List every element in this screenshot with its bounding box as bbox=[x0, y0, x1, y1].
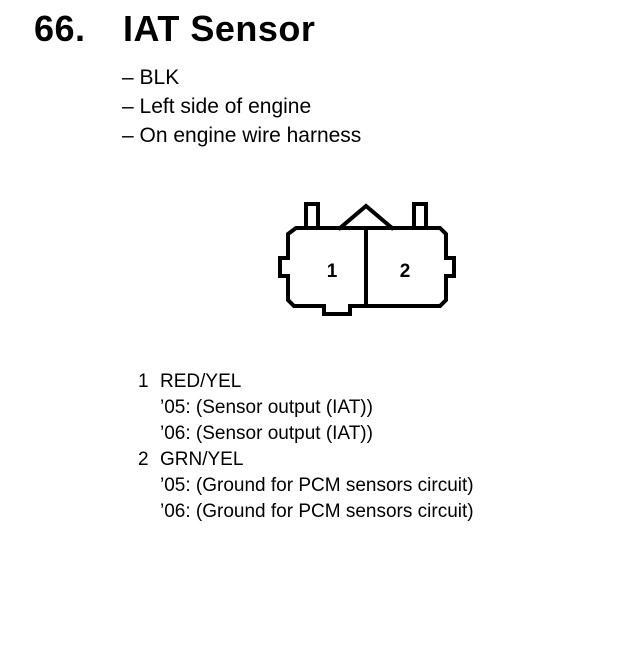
pin-detail: ’05: (Sensor output (IAT)) bbox=[160, 397, 373, 418]
section-title: IAT Sensor bbox=[123, 8, 316, 49]
pin-detail: ’06: (Sensor output (IAT)) bbox=[160, 423, 373, 444]
pin-number: 1 bbox=[138, 371, 149, 392]
info-location: – Left side of engine bbox=[122, 95, 312, 118]
latch-post-right bbox=[414, 204, 426, 228]
info-harness: – On engine wire harness bbox=[122, 124, 362, 147]
section-number: 66. bbox=[34, 8, 86, 49]
connector-diagram bbox=[270, 196, 462, 320]
pin-wire-color: GRN/YEL bbox=[160, 449, 244, 470]
cavity-label-2: 2 bbox=[399, 261, 411, 282]
locking-tab bbox=[340, 206, 392, 228]
cavity-label-1: 1 bbox=[326, 261, 338, 282]
pin-row bbox=[138, 447, 474, 473]
info-color: – BLK bbox=[122, 66, 180, 89]
latch-post-left bbox=[306, 204, 318, 228]
pin-number: 2 bbox=[138, 449, 149, 470]
pin-wire-color: RED/YEL bbox=[160, 371, 242, 392]
pin-detail: ’06: (Ground for PCM sensors circuit) bbox=[160, 501, 474, 522]
pin-detail: ’05: (Ground for PCM sensors circuit) bbox=[160, 475, 474, 496]
connector-info bbox=[122, 63, 361, 150]
pin-row bbox=[138, 369, 474, 395]
pin-list bbox=[138, 369, 474, 525]
